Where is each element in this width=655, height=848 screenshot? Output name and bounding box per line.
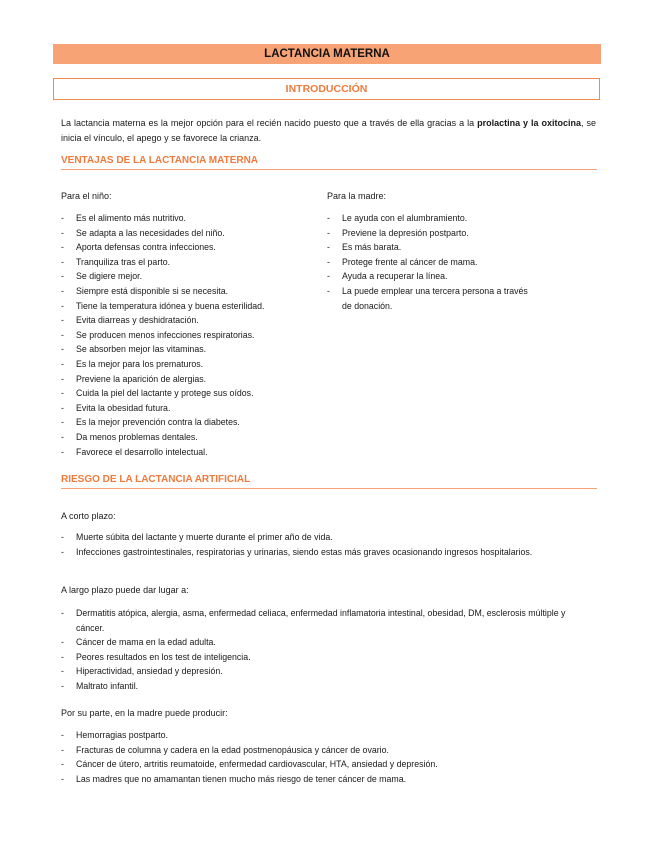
intro-heading: INTRODUCCIÓN <box>53 78 600 100</box>
list-item: - Es el alimento más nutritivo. <box>61 211 331 226</box>
list-item: - Es más barata. <box>327 240 532 255</box>
list-item: - Cáncer de útero, artritis reumatoide, enfermedad cardiovascular, HTA, ansiedad y depresión. <box>61 757 596 772</box>
corto-plazo-label: A corto plazo: <box>61 511 116 521</box>
list-item: - Es la mejor para los prematuros. <box>61 357 331 372</box>
list-item: - Ayuda a recuperar la línea. <box>327 269 532 284</box>
largo-plazo-label: A largo plazo puede dar lugar a: <box>61 585 189 595</box>
list-item: - Es la mejor prevención contra la diabetes. <box>61 415 331 430</box>
intro-text-after: , se inicia el vínculo, el apego y se favorece la crianza. <box>61 118 596 143</box>
intro-text-before: La lactancia materna es la mejor opción para el recién nacido puesto que a través de ella gracias a la <box>61 118 478 128</box>
madre-list <box>327 211 532 313</box>
intro-paragraph <box>61 116 596 146</box>
list-item: - Dermatitis atópica, alergia, asma, enfermedad celiaca, enfermedad inflamatoria intestinal, obesidad, DM, esclerosis múltiple y cáncer. <box>61 606 596 635</box>
madre-label: Para la madre: <box>327 191 387 201</box>
nino-list <box>61 211 331 459</box>
list-item: - Evita la obesidad futura. <box>61 401 331 416</box>
list-item: - Tranquiliza tras el parto. <box>61 255 331 270</box>
nino-label: Para el niño: <box>61 191 112 201</box>
list-item: - Muerte súbita del lactante y muerte durante el primer año de vida. <box>61 530 596 545</box>
riesgo-heading: RIESGO DE LA LACTANCIA ARTIFICIAL <box>61 474 597 489</box>
list-item: - Da menos problemas dentales. <box>61 430 331 445</box>
list-item: - Hiperactividad, ansiedad y depresión. <box>61 664 596 679</box>
list-item: - Previene la aparición de alergias. <box>61 372 331 387</box>
list-item: - Siempre está disponible si se necesita. <box>61 284 331 299</box>
list-item: - Maltrato infantil. <box>61 679 596 694</box>
corto-plazo-list <box>61 530 596 559</box>
list-item: - Favorece el desarrollo intelectual. <box>61 445 331 460</box>
document-title: LACTANCIA MATERNA <box>53 44 601 64</box>
list-item: - Fracturas de columna y cadera en la edad postmenopáusica y cáncer de ovario. <box>61 743 596 758</box>
list-item: - Le ayuda con el alumbramiento. <box>327 211 532 226</box>
list-item: - Evita diarreas y deshidratación. <box>61 313 331 328</box>
intro-bold-hormones: prolactina y la oxitocina <box>477 118 582 128</box>
list-item: - Hemorragias postparto. <box>61 728 596 743</box>
list-item: - Se producen menos infecciones respiratorias. <box>61 328 331 343</box>
list-item: - Cáncer de mama en la edad adulta. <box>61 635 596 650</box>
list-item: - La puede emplear una tercera persona a través de donación. <box>327 284 532 313</box>
list-item: - Tiene la temperatura idónea y buena esterilidad. <box>61 299 331 314</box>
list-item: - Peores resultados en los test de inteligencia. <box>61 650 596 665</box>
ventajas-heading: VENTAJAS DE LA LACTANCIA MATERNA <box>61 155 597 170</box>
list-item: - Aporta defensas contra infecciones. <box>61 240 331 255</box>
list-item: - Se absorben mejor las vitaminas. <box>61 342 331 357</box>
list-item: - Se adapta a las necesidades del niño. <box>61 226 331 241</box>
list-item: - Infecciones gastrointestinales, respiratorias y urinarias, siendo estas más graves ocasionando ingresos hospitalarios. <box>61 545 596 560</box>
list-item: - Se digiere mejor. <box>61 269 331 284</box>
list-item: - Protege frente al cáncer de mama. <box>327 255 532 270</box>
madre-riesgo-label: Por su parte, en la madre puede producir: <box>61 708 228 718</box>
list-item: - Cuida la piel del lactante y protege sus oídos. <box>61 386 331 401</box>
madre-riesgo-list <box>61 728 596 786</box>
largo-plazo-list <box>61 606 596 694</box>
list-item: - Las madres que no amamantan tienen mucho más riesgo de tener cáncer de mama. <box>61 772 596 787</box>
list-item: - Previene la depresión postparto. <box>327 226 532 241</box>
